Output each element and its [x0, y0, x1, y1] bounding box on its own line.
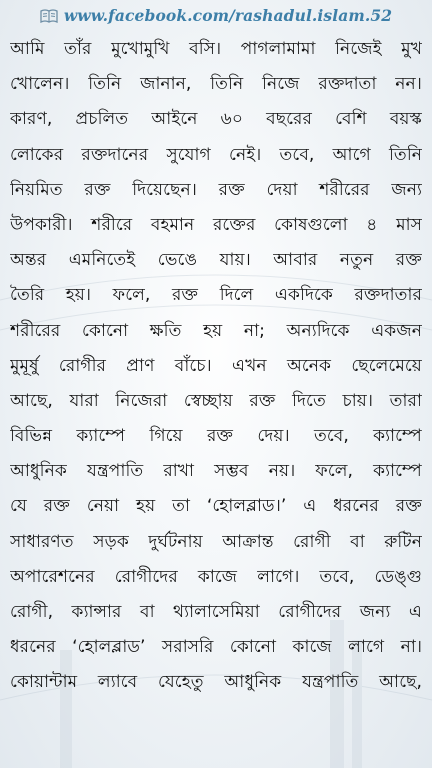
article-word: রক্তদাতা: [318, 74, 377, 95]
article-word: যারা: [69, 390, 99, 411]
article-line: [10, 173, 422, 208]
article-word: সম্ভব: [214, 461, 249, 482]
article-word: বসি।: [189, 39, 222, 59]
article-word: নিয়মিত: [10, 179, 63, 200]
article-word: রুটিন: [384, 531, 422, 552]
article-word: ক্যান্সার: [71, 602, 122, 622]
article-word: হয়।: [65, 285, 92, 306]
article-word: নিজেই: [335, 39, 382, 59]
article-word: তবে,: [319, 566, 355, 587]
article-word: মুমূর্ষু: [10, 355, 39, 376]
article-word: আছে,: [10, 390, 53, 411]
article-word: অন্তর: [10, 250, 47, 271]
article-line: [10, 278, 422, 313]
article-word: তারা: [389, 390, 422, 411]
article-word: কারণ,: [10, 109, 53, 130]
article-word: লাগে।: [257, 566, 300, 587]
article-word: যন্ত্রপাতি: [86, 461, 144, 482]
article-line: [10, 665, 422, 700]
article-word: আধুনিক: [10, 461, 67, 482]
article-word: রক্ত: [218, 179, 245, 200]
article-word: রক্ত: [84, 179, 111, 200]
article-word: দিলে: [219, 285, 254, 306]
article-word: আবার: [273, 250, 318, 271]
article-body: [10, 32, 422, 701]
article-word: ‘হোলব্লাড।’: [206, 496, 287, 517]
article-word: কোয়ান্টাম: [10, 672, 78, 693]
article-word: বাঁচে।: [174, 355, 212, 376]
article-word: সরাসরি: [161, 637, 214, 658]
article-word: আছে,: [379, 672, 422, 693]
article-word: নন।: [395, 74, 422, 95]
article-line: [10, 314, 422, 349]
article-word: বয়স্ক: [389, 109, 422, 130]
article-word: মুখ: [401, 39, 422, 59]
article-line: [10, 560, 422, 595]
article-word: রাখা: [163, 461, 195, 482]
article-word: সাধারণত: [10, 531, 74, 552]
article-word: শরীরের: [319, 179, 370, 200]
article-word: রক্ত: [206, 426, 234, 447]
article-word: লাগে: [348, 637, 385, 658]
article-word: রক্ত: [43, 496, 70, 517]
article-word: নতুন: [339, 250, 374, 271]
article-word: তা: [172, 496, 190, 517]
article-word: শরীরে: [91, 214, 133, 235]
article-word: দিয়েছেন।: [132, 179, 197, 200]
article-word: ধরনের: [10, 637, 56, 658]
article-word: বহমান: [150, 214, 195, 235]
article-word: এ: [408, 602, 422, 622]
article-word: উপকারী।: [10, 214, 73, 235]
watermark-header: [0, 0, 432, 30]
article-word: গিয়ে: [149, 426, 183, 447]
article-word: জানান,: [140, 74, 192, 95]
article-word: ‘হোলব্লাড’: [72, 637, 146, 658]
article-word: খোলেন।: [10, 74, 70, 95]
article-line: [10, 349, 422, 384]
article-word: রক্ত: [395, 496, 422, 517]
article-word: এমনিতেই: [68, 250, 136, 271]
article-word: লোকের: [10, 144, 64, 165]
facebook-link[interactable]: www.facebook.com/rashadul.islam.52: [63, 5, 393, 25]
article-line: [10, 525, 422, 560]
article-word: জন্য: [391, 179, 422, 200]
article-word: তবে,: [314, 426, 349, 447]
article-word: হয়: [136, 496, 156, 517]
article-line: [10, 595, 422, 630]
article-word: যন্ত্রপাতি: [302, 672, 359, 693]
article-word: ক্যাম্পে: [76, 426, 126, 447]
article-line: [10, 454, 422, 489]
article-word: ৬০: [220, 109, 243, 130]
article-word: রক্তের: [212, 214, 256, 235]
article-line: [10, 138, 422, 173]
article-word: রোগীদের: [114, 566, 178, 587]
article-word: অনেক: [286, 355, 332, 376]
article-word: ক্যাম্পে: [373, 426, 422, 447]
article-word: এ: [303, 496, 317, 517]
article-word: এখন: [232, 355, 267, 376]
article-line: [10, 208, 422, 243]
article-word: মাস: [396, 214, 422, 235]
article-word: কাজে: [197, 566, 238, 587]
article-word: আগে: [332, 144, 371, 165]
article-word: নয়।: [268, 461, 296, 482]
article-word: সুযোগ: [166, 144, 211, 165]
article-word: বা: [350, 531, 365, 552]
article-line: [10, 67, 422, 102]
article-word: রক্তদানের: [81, 144, 149, 165]
article-word: নিজেরা: [115, 390, 168, 411]
article-word: ধরনের: [333, 496, 379, 517]
article-word: রোগীর: [58, 355, 106, 376]
article-word: প্রাণ: [126, 355, 155, 376]
article-word: রক্ত: [249, 390, 276, 411]
article-word: যায়।: [219, 250, 251, 271]
article-word: আইনে: [151, 109, 198, 130]
article-word: ভেঙে: [157, 250, 198, 271]
article-line: [10, 102, 422, 137]
article-word: বা: [140, 602, 155, 622]
article-word: দুর্ঘটনায়: [148, 531, 203, 552]
article-word: নিজে: [262, 74, 300, 95]
article-word: তিনি: [88, 74, 122, 95]
article-word: তাঁর: [64, 39, 92, 59]
article-line: [10, 419, 422, 454]
article-word: পাগলামামা: [240, 39, 316, 59]
article-word: ৪: [366, 214, 378, 235]
article-word: রোগী,: [10, 602, 54, 622]
article-word: দেয়।: [257, 426, 290, 447]
article-word: স্বেচ্ছায়: [183, 390, 233, 411]
article-line: [10, 630, 422, 665]
article-word: কোনো: [229, 637, 276, 658]
article-word: অপারেশনের: [10, 566, 95, 587]
article-word: রক্ত: [395, 250, 422, 271]
article-word: ল্যাবে: [97, 672, 138, 693]
article-word: ফলে,: [315, 461, 354, 482]
article-word: আক্রান্ত: [222, 531, 274, 552]
article-word: যে: [10, 496, 27, 517]
article-word: বিভিন্ন: [10, 426, 53, 447]
article-word: বছরের: [266, 109, 312, 130]
article-word: শরীরের: [10, 320, 61, 341]
article-word: তিনি: [389, 144, 422, 165]
article-word: কোনো: [81, 320, 129, 341]
article-word: জন্য: [359, 602, 391, 622]
article-word: যেহেতু: [157, 672, 204, 693]
article-word: দেয়া: [266, 179, 298, 200]
article-line: [10, 32, 422, 67]
article-word: রোগীদের: [278, 602, 342, 622]
article-word: আমি: [10, 39, 45, 59]
article-word: একদিকে: [274, 285, 333, 306]
article-word: প্রচলিত: [75, 109, 129, 130]
article-word: ডেঙ্গু: [374, 566, 422, 587]
article-word: থ্যালাসেমিয়া: [173, 602, 260, 622]
article-line: [10, 243, 422, 278]
article-word: নেই।: [228, 144, 262, 165]
article-word: তবে,: [279, 144, 315, 165]
article-word: একজন: [371, 320, 422, 341]
article-word: সড়ক: [93, 531, 129, 552]
article-word: না।: [400, 637, 422, 658]
article-line: [10, 384, 422, 419]
article-word: চায়।: [342, 390, 373, 411]
article-word: ফলে,: [112, 285, 151, 306]
article-word: অন্যদিকে: [286, 320, 350, 341]
article-word: আধুনিক: [224, 672, 282, 693]
article-word: না;: [243, 320, 265, 341]
article-word: কাজে: [292, 637, 332, 658]
article-word: কোষগুলো: [274, 214, 348, 235]
book-icon: [40, 8, 58, 22]
article-line: [10, 489, 422, 524]
article-word: ক্ষতি: [149, 320, 182, 341]
article-word: হয়: [203, 320, 223, 341]
article-word: মুখোমুখি: [111, 39, 170, 59]
article-word: নেয়া: [86, 496, 120, 517]
article-word: রক্ত: [171, 285, 199, 306]
article-word: ক্যাম্পে: [373, 461, 422, 482]
article-word: রক্তদাতার: [354, 285, 422, 306]
article-word: দিতে: [292, 390, 326, 411]
article-word: রোগী: [293, 531, 331, 552]
article-word: ছেলেমেয়ে: [351, 355, 422, 376]
article-word: তৈরি: [10, 285, 45, 306]
article-word: বেশি: [335, 109, 367, 130]
article-word: তিনি: [210, 74, 244, 95]
